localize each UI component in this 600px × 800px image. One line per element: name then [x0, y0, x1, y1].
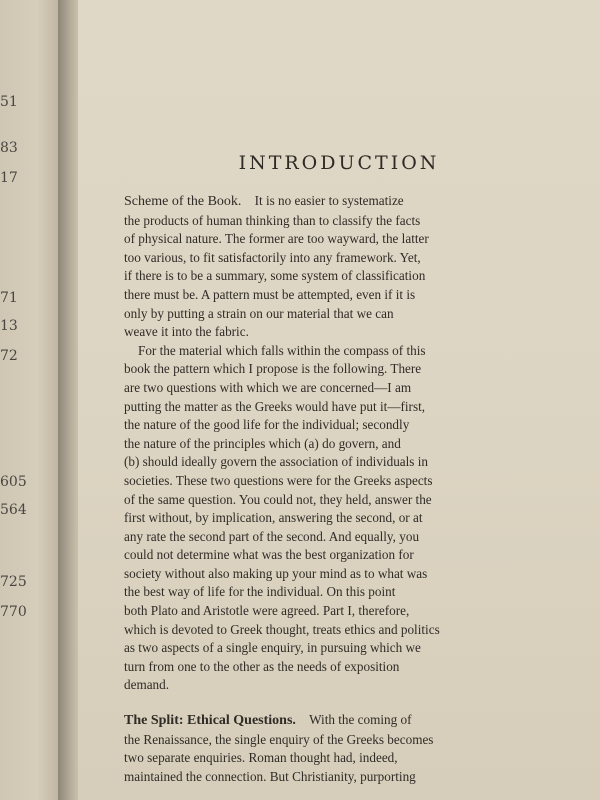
left-page-number: 72: [0, 348, 18, 364]
text-line: there must be. A pattern must be attempted, even if it is: [124, 286, 416, 302]
text-line: if there is to be a summary, some system of classification: [124, 268, 426, 284]
left-page-number: 605: [0, 474, 27, 490]
text-line: weave it into the fabric.: [124, 324, 249, 340]
body-text: [124, 192, 552, 786]
section-heading-scheme: Scheme of the Book.: [124, 194, 242, 209]
text-line: (b) should ideally govern the association of individuals in: [124, 454, 428, 470]
left-page-number: 71: [0, 290, 18, 306]
text-line: putting the matter as the Greeks would have put it—first,: [124, 398, 426, 414]
text-line: the best way of life for the individual. On this point: [124, 584, 396, 600]
text-line: the Renaissance, the single enquiry of the Greeks becomes: [124, 731, 434, 747]
text-line: too various, to fit satisfactorily into any framework. Yet,: [124, 249, 421, 265]
text-line: societies. These two questions were for the Greeks aspects: [124, 472, 433, 488]
text-line: The Split: Ethical Questions. With the coming of: [124, 712, 412, 729]
left-page-number: 564: [0, 502, 27, 518]
text-line: could not determine what was the best organization for: [124, 547, 414, 563]
text-line: are two questions with which we are concerned—I am: [124, 379, 412, 395]
text-line: of physical nature. The former are too wayward, the latter: [124, 231, 429, 247]
text-line: the products of human thinking than to classify the facts: [124, 212, 421, 228]
text-line: demand.: [124, 677, 170, 693]
text-line: turn from one to the other as the needs of exposition: [124, 658, 400, 674]
text-line: only by putting a strain on our material that we can: [124, 305, 394, 321]
text-line: the nature of the principles which (a) do govern, and: [124, 435, 401, 451]
left-page-number: 17: [0, 170, 18, 186]
left-page-number: 725: [0, 574, 27, 590]
section-heading-split: The Split: Ethical Questions.: [124, 713, 296, 729]
text-line: first without, by implication, answering the second, or at: [124, 510, 423, 526]
text-line: society without also making up your mind as to what was: [124, 565, 428, 581]
left-page-number: 83: [0, 140, 18, 156]
text-line: any rate the second part of the second. And equally, you: [124, 528, 420, 544]
text-line: two separate enquiries. Roman thought had, indeed,: [124, 750, 398, 766]
text-line: of the same question. You could not, they held, answer the: [124, 491, 432, 507]
text-line: both Plato and Aristotle were agreed. Part I, therefore,: [124, 603, 410, 619]
text-line: the nature of the good life for the individual; secondly: [124, 417, 410, 433]
left-page-number: 13: [0, 318, 18, 334]
left-page-number: 51: [0, 94, 18, 110]
text-line: maintained the connection. But Christianity, purporting: [124, 768, 416, 784]
text-line: as two aspects of a single enquiry, in pursuing which we: [124, 640, 421, 656]
text-line: book the pattern which I propose is the following. There: [124, 361, 422, 377]
text-line: For the material which falls within the compass of this: [138, 342, 426, 358]
text-line: Scheme of the Book. It is no easier to systematize: [124, 193, 404, 209]
page-title: INTRODUCTION: [238, 152, 440, 174]
right-page: [78, 0, 600, 800]
left-page: [0, 0, 62, 800]
left-page-number: 770: [0, 604, 27, 620]
text-line: which is devoted to Greek thought, treats ethics and politics: [124, 621, 440, 637]
